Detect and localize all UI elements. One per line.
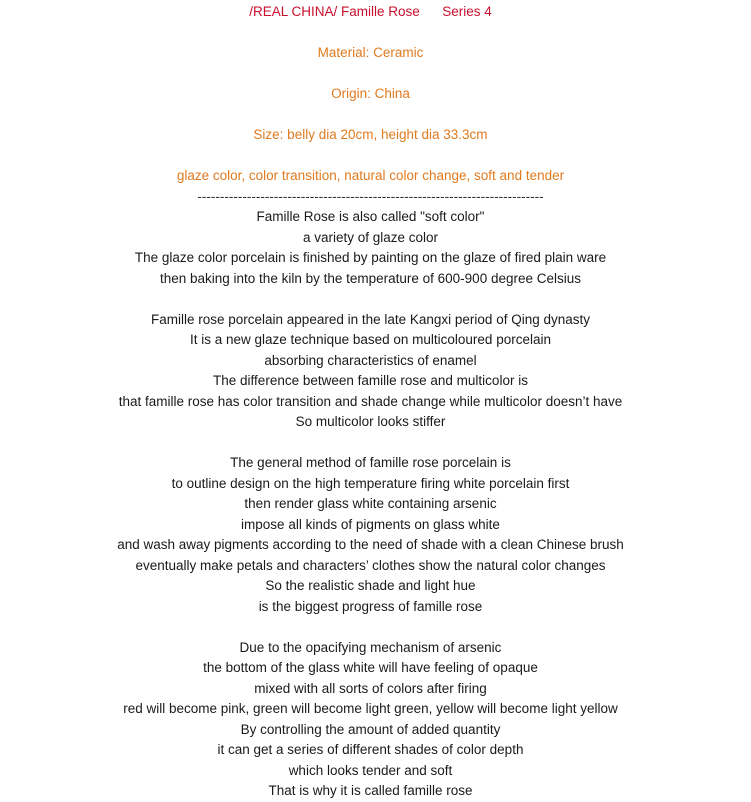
text-line: The glaze color porcelain is finished by painting on the glaze of fired plain ware (134, 250, 607, 265)
paragraph-gap (0, 433, 741, 454)
paragraph-gap (0, 289, 741, 310)
text-line: mixed with all sorts of colors after firing (254, 680, 487, 696)
text-line: Famille Rose is also called "soft color" (256, 209, 485, 224)
paragraph-method (0, 453, 741, 617)
text-line: impose all kinds of pigments on glass white (241, 516, 500, 532)
text-line: then baking into the kiln by the temperature of 600-900 degree Celsius (159, 270, 582, 286)
text-line: Famille rose porcelain appeared in the late Kangxi period of Qing dynasty (150, 311, 590, 327)
text-line: So multicolor looks stiffer (295, 414, 446, 429)
glaze-features: glaze color, color transition, natural color change, soft and tender (176, 168, 565, 183)
text-line: is the biggest progress of famille rose (258, 598, 483, 614)
paragraph-arsenic (0, 638, 741, 802)
text-line: The difference between famille rose and multicolor is (213, 373, 528, 388)
product-title: /REAL CHINA/ Famille Rose Series 4 (249, 4, 492, 19)
text-line: The general method of famille rose porcelain is (230, 455, 511, 470)
text-line: absorbing characteristics of enamel (264, 352, 477, 368)
text-line: to outline design on the high temperature firing white porcelain first (171, 475, 570, 491)
text-line: red will become pink, green will become light green, yellow will become light yellow (123, 701, 618, 716)
text-line: a variety of glaze color (302, 229, 439, 245)
text-line: it can get a series of different shades of color depth (217, 742, 524, 757)
material-spec: Material: Ceramic (317, 45, 424, 60)
paragraph-history (0, 310, 741, 433)
text-line: that famille rose has color transition and shade change while multicolor doesn’t have (118, 393, 623, 409)
text-line: By controlling the amount of added quantity (240, 721, 501, 737)
text-line: It is a new glaze technique based on multicoloured porcelain (190, 332, 551, 347)
text-line: Due to the opacifying mechanism of arsenic (239, 639, 502, 655)
origin-spec: Origin: China (331, 86, 410, 101)
divider-line: ----------------------------------------------------------------------------- (197, 188, 544, 204)
paragraph-gap (0, 617, 741, 638)
text-line: So the realistic shade and light hue (265, 578, 476, 593)
text-line: and wash away pigments according to the need of shade with a clean Chinese brush (117, 537, 624, 552)
text-line: eventually make petals and characters’ clothes show the natural color changes (135, 557, 606, 573)
text-line: then render glass white containing arsenic (244, 496, 497, 511)
text-line: the bottom of the glass white will have feeling of opaque (203, 660, 538, 675)
paragraph-intro (0, 207, 741, 289)
size-spec: Size: belly dia 20cm, height dia 33.3cm (253, 127, 488, 142)
text-line: which looks tender and soft (288, 762, 453, 778)
text-line: That is why it is called famille rose (268, 783, 473, 798)
